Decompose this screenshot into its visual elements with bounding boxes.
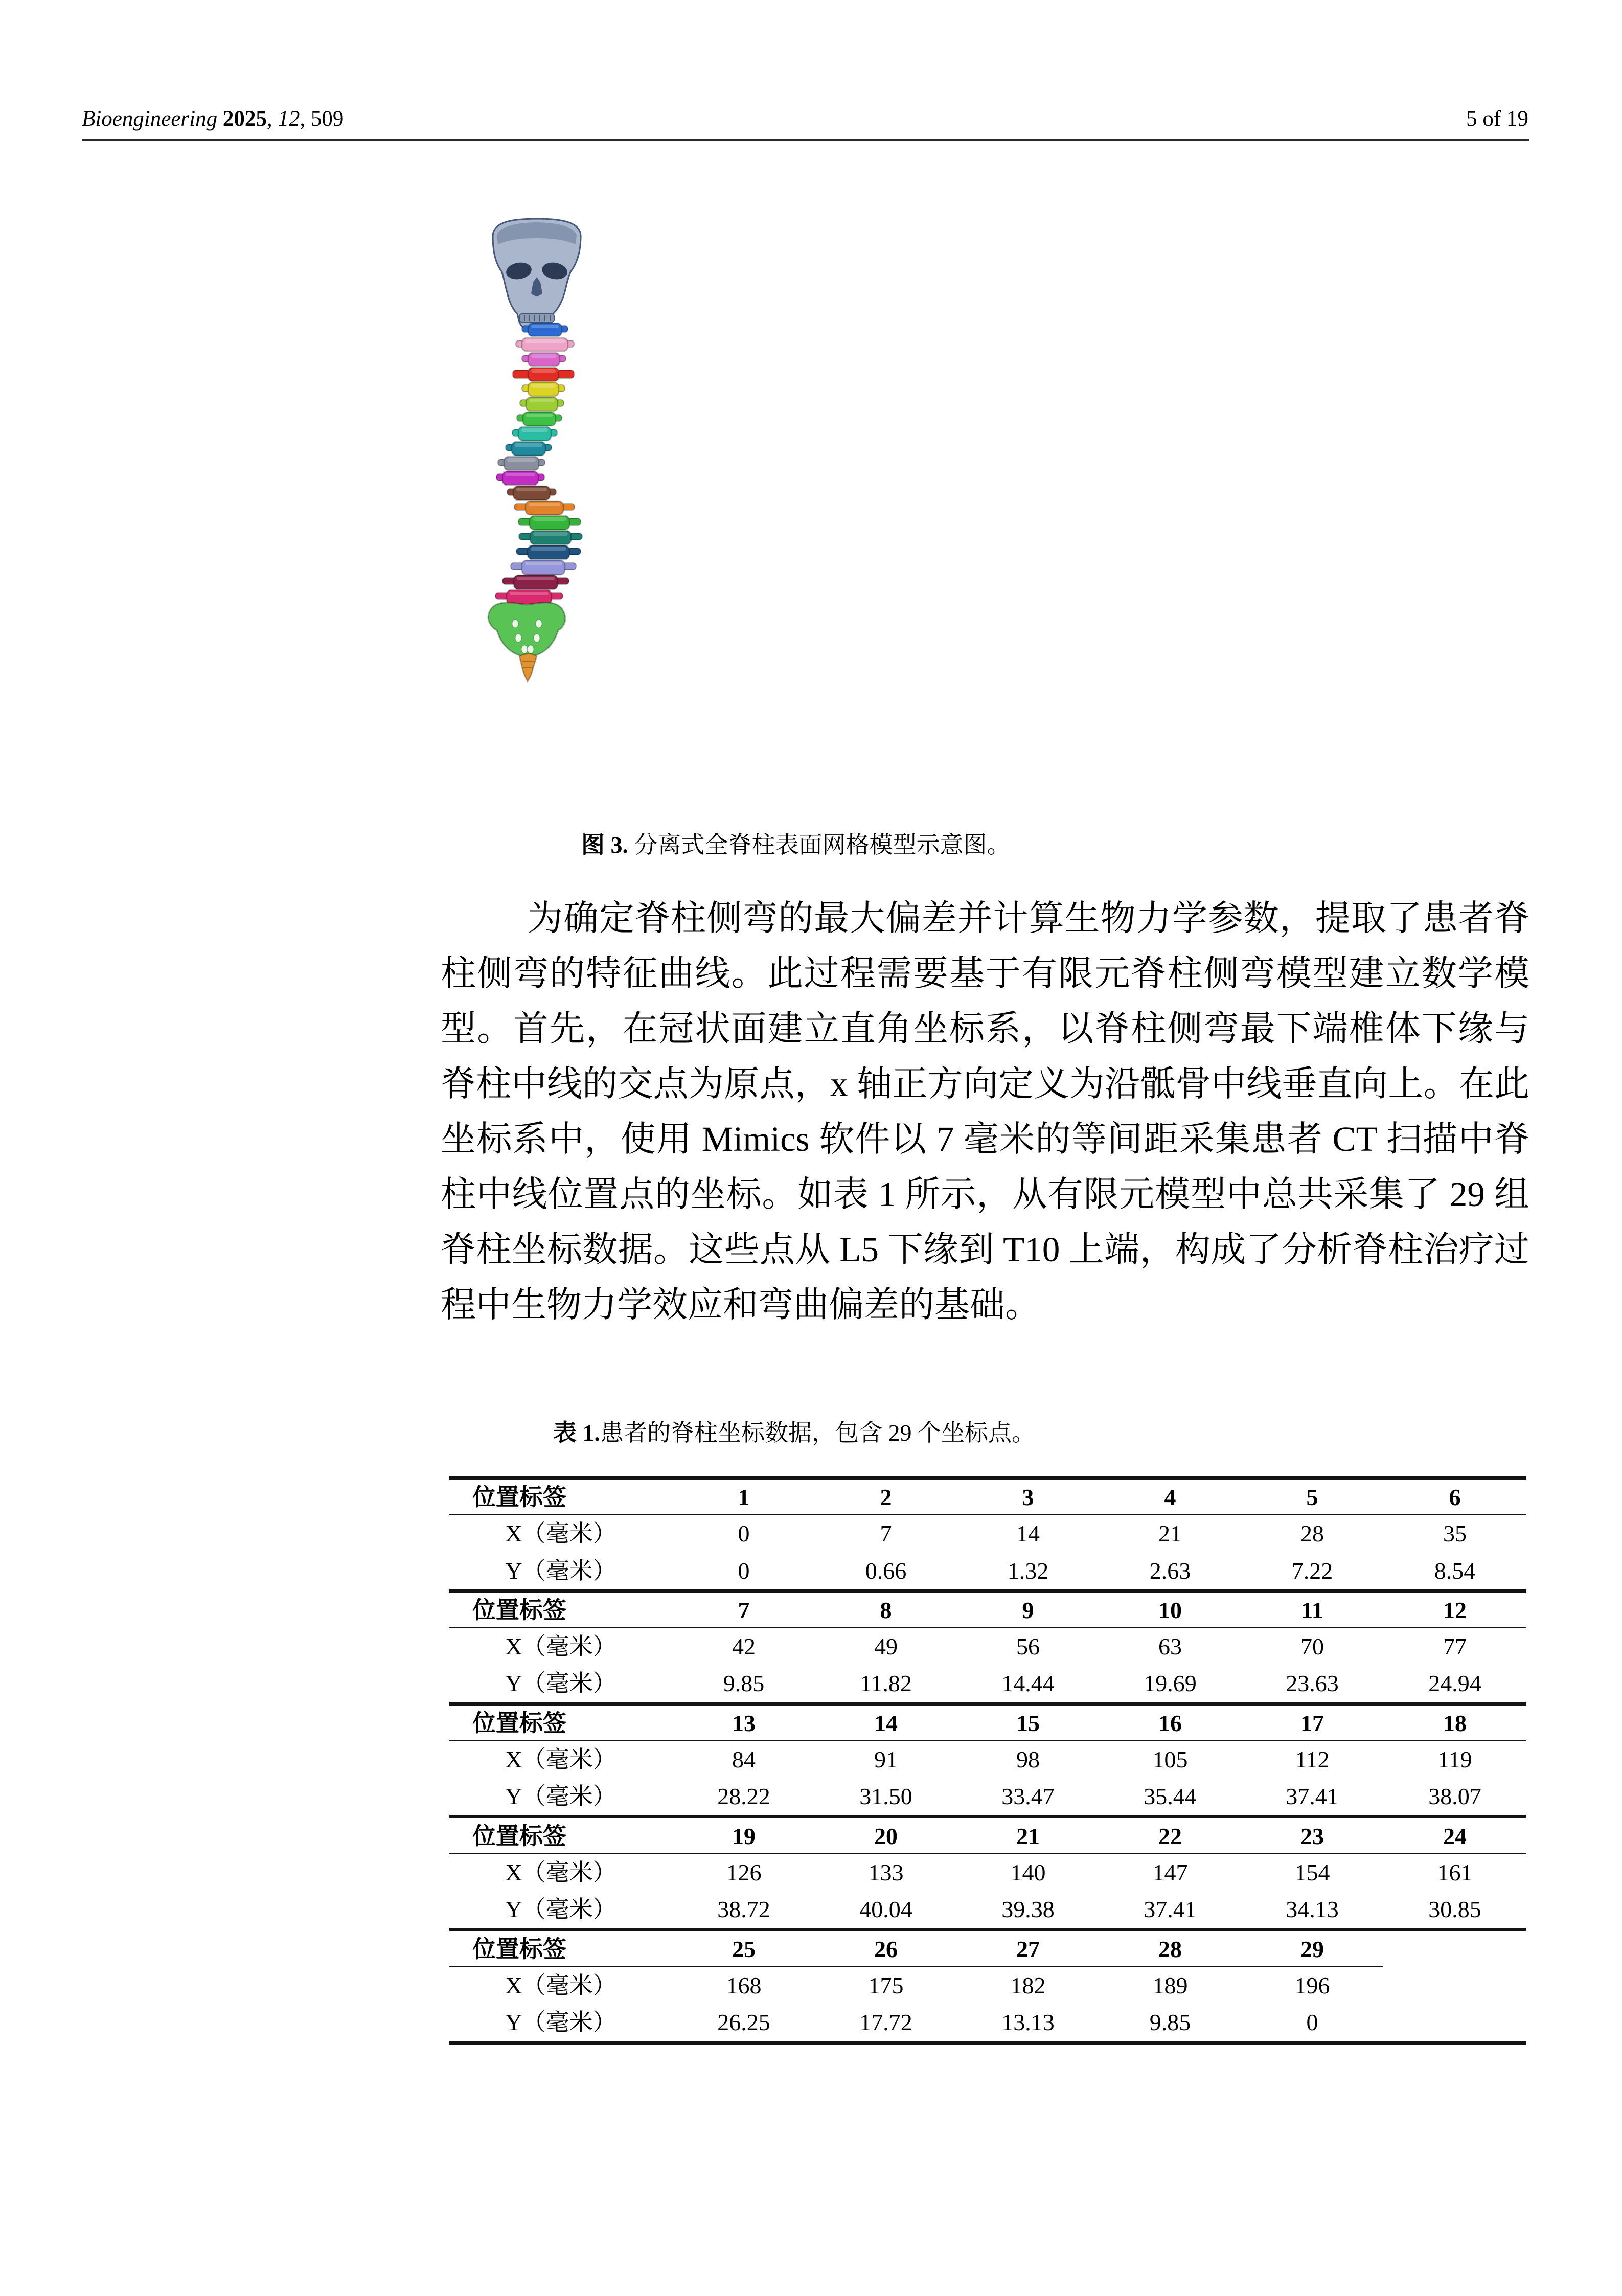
row-header-cell: Y（毫米）: [505, 1783, 616, 1810]
row-header-cell: Y（毫米）: [505, 2009, 616, 2036]
value-cell: 9.85: [1149, 2009, 1191, 2036]
journal-volume: 12: [278, 107, 300, 131]
skull-graphic: [493, 219, 581, 332]
label-cell: 10: [1099, 1591, 1241, 1628]
row-header-cell: X（毫米）: [505, 1520, 616, 1547]
value-cell: 42: [732, 1633, 756, 1660]
value-cell: 17.72: [859, 2009, 912, 2036]
value-cell: 84: [732, 1746, 756, 1773]
running-head: Bioengineering 2025, 12, 509: [82, 107, 344, 131]
page-number: 5 of 19: [1466, 107, 1528, 131]
journal-year: 2025: [222, 107, 267, 131]
figure-caption-label: 图 3.: [581, 832, 628, 858]
value-cell: 161: [1437, 1859, 1473, 1885]
value-cell: 140: [1010, 1859, 1046, 1885]
table-caption-text: 患者的脊柱坐标数据，包含 29 个坐标点。: [600, 1420, 1035, 1446]
body-paragraph: 为确定脊柱侧弯的最大偏差并计算生物力学参数，提取了患者脊柱侧弯的特征曲线。此过程需要基于有限元脊柱侧弯模型建立数学模型。首先，在冠状面建立直角坐标系，以脊柱侧弯最下端椎体下缘与脊柱中线的交点为原点，x 轴正方向定义为沿骶骨中线垂直向上。在此坐标系中，使用 Mimics 软件以 7 毫米的等间距采集患者 CT 扫描中脊柱中线位置点的坐标。如表 1 所示，从有限元模型中总共采集了 29 组脊柱坐标数据。这些点从 L5 下缘到 T10 上端，构成了分析脊柱治疗过程中生物力学效应和弯曲偏差的基础。: [441, 899, 1529, 1324]
value-cell: [1383, 1966, 1526, 2004]
label-cell: 24: [1383, 1817, 1526, 1854]
row-header-cell: X（毫米）: [505, 1859, 616, 1885]
row-header-cell: Y（毫米）: [505, 1896, 616, 1923]
table-row: [449, 1628, 1526, 1666]
label-cell: 8: [815, 1591, 957, 1628]
row-header-cell: Y（毫米）: [505, 1557, 616, 1584]
label-cell: 21: [957, 1817, 1099, 1854]
value-cell: 49: [874, 1633, 898, 1660]
spine-figure-image: [450, 215, 675, 685]
table-row: [449, 1665, 1526, 1703]
table-row: [449, 1515, 1526, 1553]
label-cell: 22: [1099, 1817, 1241, 1854]
value-cell: 40.04: [859, 1896, 912, 1923]
label-cell: 16: [1099, 1704, 1241, 1741]
label-cell: 7: [673, 1591, 815, 1628]
label-cell: 12: [1383, 1591, 1526, 1628]
value-cell: 0: [738, 1520, 750, 1547]
value-cell: 77: [1443, 1633, 1467, 1660]
value-cell: 175: [868, 1972, 904, 1998]
value-cell: 9.85: [723, 1670, 765, 1697]
label-cell: 5: [1241, 1478, 1383, 1515]
value-cell: 126: [726, 1859, 762, 1885]
table-row: [449, 1704, 1526, 1741]
table-row: [449, 1741, 1526, 1779]
row-header-cell: Y（毫米）: [505, 1670, 616, 1697]
value-cell: 39.38: [1001, 1896, 1055, 1923]
value-cell: 35: [1443, 1520, 1467, 1547]
table-row: [449, 1930, 1526, 1967]
table-row: [449, 1817, 1526, 1854]
value-cell: 38.07: [1428, 1783, 1481, 1810]
label-cell: 28: [1099, 1930, 1241, 1967]
value-cell: 182: [1010, 1972, 1046, 1998]
value-cell: 7.22: [1291, 1557, 1333, 1584]
row-header-cell: X（毫米）: [505, 1746, 616, 1773]
value-cell: 28: [1300, 1520, 1324, 1547]
row-header-cell: X（毫米）: [505, 1633, 616, 1660]
value-cell: 13.13: [1001, 2009, 1055, 2036]
value-cell: 14: [1016, 1520, 1040, 1547]
spine-figure: [450, 215, 675, 685]
coordinate-table: [449, 1476, 1526, 2045]
value-cell: 34.13: [1286, 1896, 1339, 1923]
value-cell: 189: [1152, 1972, 1188, 1998]
row-header-cell: X（毫米）: [505, 1972, 616, 1998]
value-cell: 8.54: [1434, 1557, 1476, 1584]
row-header-cell: 位置标签: [449, 1591, 673, 1628]
label-cell: 3: [957, 1478, 1099, 1515]
label-cell: 1: [673, 1478, 815, 1515]
label-cell: 14: [815, 1704, 957, 1741]
value-cell: 14.44: [1001, 1670, 1055, 1697]
row-header-cell: 位置标签: [449, 1930, 673, 1967]
table-row: [449, 1591, 1526, 1628]
table-row: [449, 1478, 1526, 1515]
value-cell: 33.47: [1001, 1783, 1055, 1810]
coccyx-graphic: [519, 654, 537, 681]
value-cell: 154: [1294, 1859, 1330, 1885]
article-number: 509: [310, 107, 344, 131]
value-cell: 23.63: [1286, 1670, 1339, 1697]
value-cell: 56: [1016, 1633, 1040, 1660]
value-cell: 105: [1152, 1746, 1188, 1773]
value-cell: 11.82: [860, 1670, 912, 1697]
value-cell: 30.85: [1428, 1896, 1481, 1923]
label-cell: 20: [815, 1817, 957, 1854]
value-cell: 28.22: [717, 1783, 770, 1810]
label-cell: 13: [673, 1704, 815, 1741]
value-cell: 112: [1295, 1746, 1330, 1773]
value-cell: 0.66: [865, 1557, 907, 1584]
value-cell: 2.63: [1149, 1557, 1191, 1584]
value-cell: 119: [1437, 1746, 1472, 1773]
label-cell: 15: [957, 1704, 1099, 1741]
coordinate-table-body: [449, 1478, 1526, 2043]
value-cell: 196: [1294, 1972, 1330, 1998]
value-cell: 70: [1300, 1633, 1324, 1660]
value-cell: 7: [880, 1520, 892, 1547]
value-cell: [1383, 2004, 1526, 2043]
label-cell: 11: [1241, 1591, 1383, 1628]
label-cell: 19: [673, 1817, 815, 1854]
value-cell: 21: [1158, 1520, 1182, 1547]
table-row: [449, 1891, 1526, 1929]
label-cell: 4: [1099, 1478, 1241, 1515]
value-cell: 1.32: [1007, 1557, 1049, 1584]
label-cell: 6: [1383, 1478, 1526, 1515]
label-cell: 26: [815, 1930, 957, 1967]
row-header-cell: 位置标签: [449, 1704, 673, 1741]
value-cell: 0: [1306, 2009, 1318, 2036]
value-cell: 63: [1158, 1633, 1182, 1660]
value-cell: 26.25: [717, 2009, 770, 2036]
table-row: [449, 2004, 1526, 2043]
value-cell: 147: [1152, 1859, 1188, 1885]
row-header-cell: 位置标签: [449, 1817, 673, 1854]
value-cell: 37.41: [1144, 1896, 1197, 1923]
value-cell: 38.72: [717, 1896, 770, 1923]
journal-name: Bioengineering: [82, 107, 218, 131]
value-cell: 35.44: [1144, 1783, 1197, 1810]
value-cell: 31.50: [859, 1783, 912, 1810]
value-cell: 91: [874, 1746, 898, 1773]
header-rule: [82, 139, 1529, 141]
label-cell: 23: [1241, 1817, 1383, 1854]
vertebrae-graphic: [495, 323, 582, 604]
table-row: [449, 1553, 1526, 1591]
label-cell: 27: [957, 1930, 1099, 1967]
figure-caption: [581, 826, 1011, 860]
value-cell: 133: [868, 1859, 904, 1885]
label-cell: 25: [673, 1930, 815, 1967]
value-cell: 37.41: [1286, 1783, 1339, 1810]
value-cell: 168: [726, 1972, 762, 1998]
value-cell: 24.94: [1428, 1670, 1481, 1697]
value-cell: 19.69: [1144, 1670, 1197, 1697]
table-row: [449, 1853, 1526, 1891]
table-row: [449, 1966, 1526, 2004]
table-caption-label: 表 1.: [553, 1420, 600, 1446]
value-cell: 0: [738, 1557, 750, 1584]
label-cell: 2: [815, 1478, 957, 1515]
table-row: [449, 1778, 1526, 1816]
table-caption: [553, 1414, 1035, 1448]
label-cell: 18: [1383, 1704, 1526, 1741]
value-cell: 98: [1016, 1746, 1040, 1773]
figure-caption-text: 分离式全脊柱表面网格模型示意图。: [634, 832, 1011, 858]
label-cell: 17: [1241, 1704, 1383, 1741]
label-cell: 9: [957, 1591, 1099, 1628]
sacrum-graphic: [488, 603, 565, 657]
row-header-cell: 位置标签: [449, 1478, 673, 1515]
label-cell: [1383, 1930, 1526, 1967]
label-cell: 29: [1241, 1930, 1383, 1967]
